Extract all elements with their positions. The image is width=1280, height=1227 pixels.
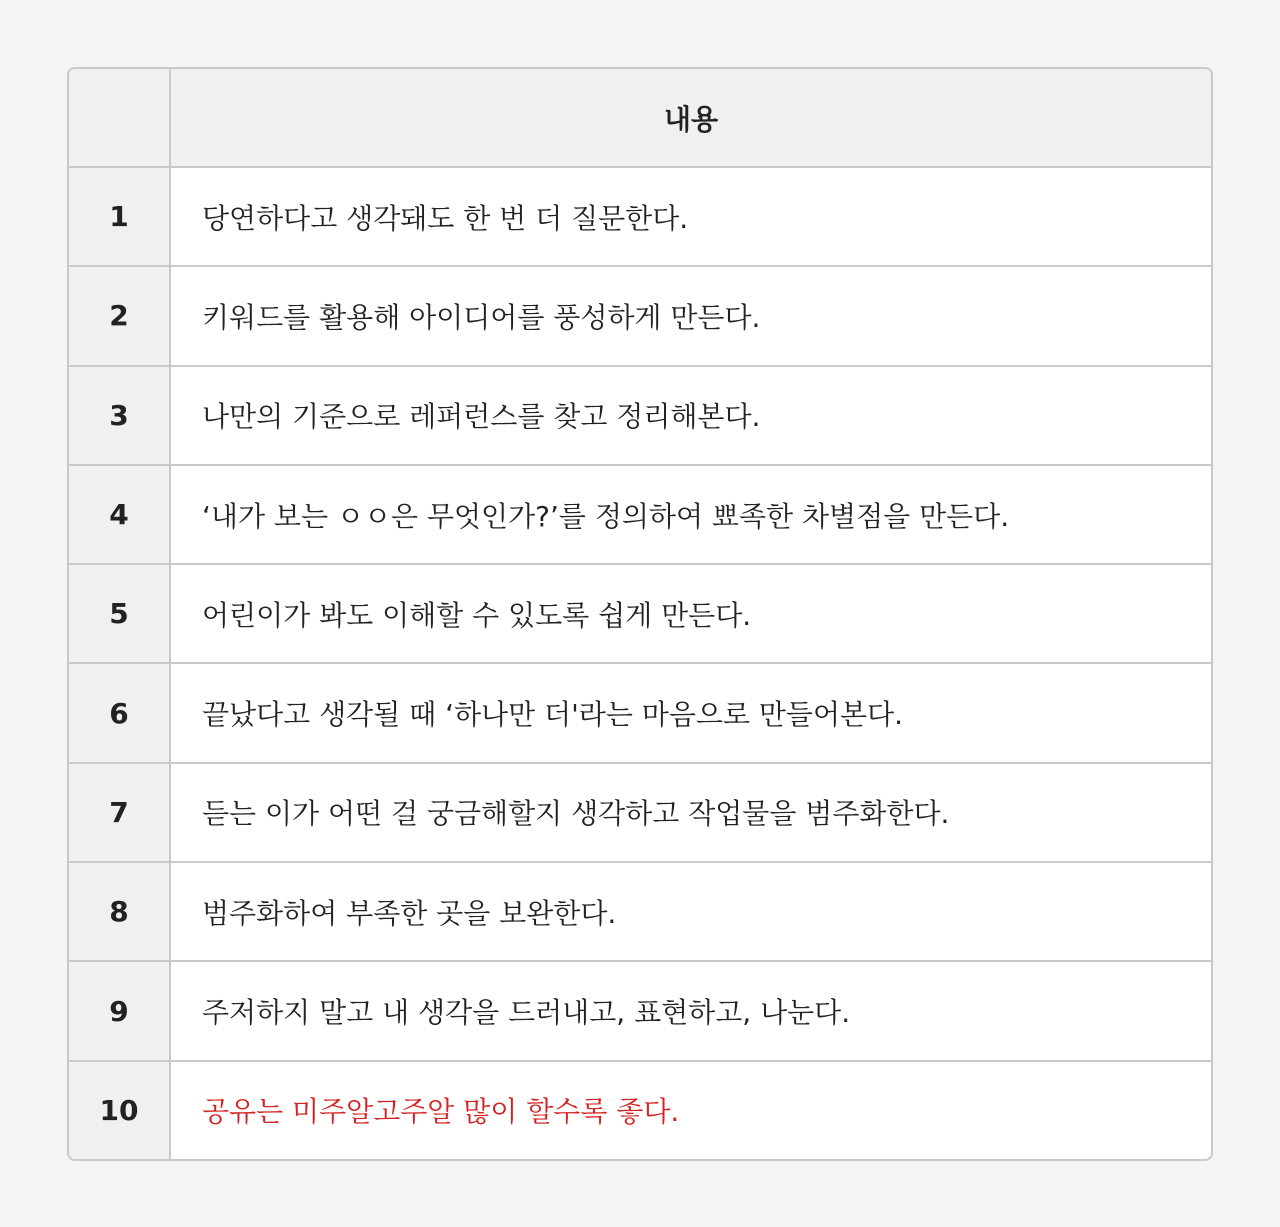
table-header-row [69,69,1211,167]
table-row [69,167,1211,266]
guideline-table [69,69,1211,1159]
row-content: 당연하다고 생각돼도 한 번 더 질문한다. [170,167,1211,266]
table-row [69,564,1211,663]
row-number: 3 [69,366,170,465]
table-row [69,763,1211,862]
row-content: 키워드를 활용해 아이디어를 풍성하게 만든다. [170,266,1211,365]
row-number: 7 [69,763,170,862]
row-content: 어린이가 봐도 이해할 수 있도록 쉽게 만든다. [170,564,1211,663]
row-content-highlighted: 공유는 미주알고주알 많이 할수록 좋다. [170,1061,1211,1159]
header-content: 내용 [170,69,1211,167]
row-content: 나만의 기준으로 레퍼런스를 찾고 정리해본다. [170,366,1211,465]
table-row [69,366,1211,465]
guideline-table-frame [67,67,1213,1161]
table-row [69,266,1211,365]
table-row [69,862,1211,961]
row-number: 1 [69,167,170,266]
row-number: 4 [69,465,170,564]
row-number: 8 [69,862,170,961]
table-row [69,465,1211,564]
table-row [69,663,1211,762]
row-content: 범주화하여 부족한 곳을 보완한다. [170,862,1211,961]
row-number: 10 [69,1061,170,1159]
row-content: ‘내가 보는 ㅇㅇ은 무엇인가?’를 정의하여 뾰족한 차별점을 만든다. [170,465,1211,564]
header-number [69,69,170,167]
row-number: 2 [69,266,170,365]
table-row [69,961,1211,1060]
row-content: 듣는 이가 어떤 걸 궁금해할지 생각하고 작업물을 범주화한다. [170,763,1211,862]
row-content: 주저하지 말고 내 생각을 드러내고, 표현하고, 나눈다. [170,961,1211,1060]
row-number: 9 [69,961,170,1060]
row-content: 끝났다고 생각될 때 ‘하나만 더'라는 마음으로 만들어본다. [170,663,1211,762]
row-number: 6 [69,663,170,762]
row-number: 5 [69,564,170,663]
table-row [69,1061,1211,1159]
